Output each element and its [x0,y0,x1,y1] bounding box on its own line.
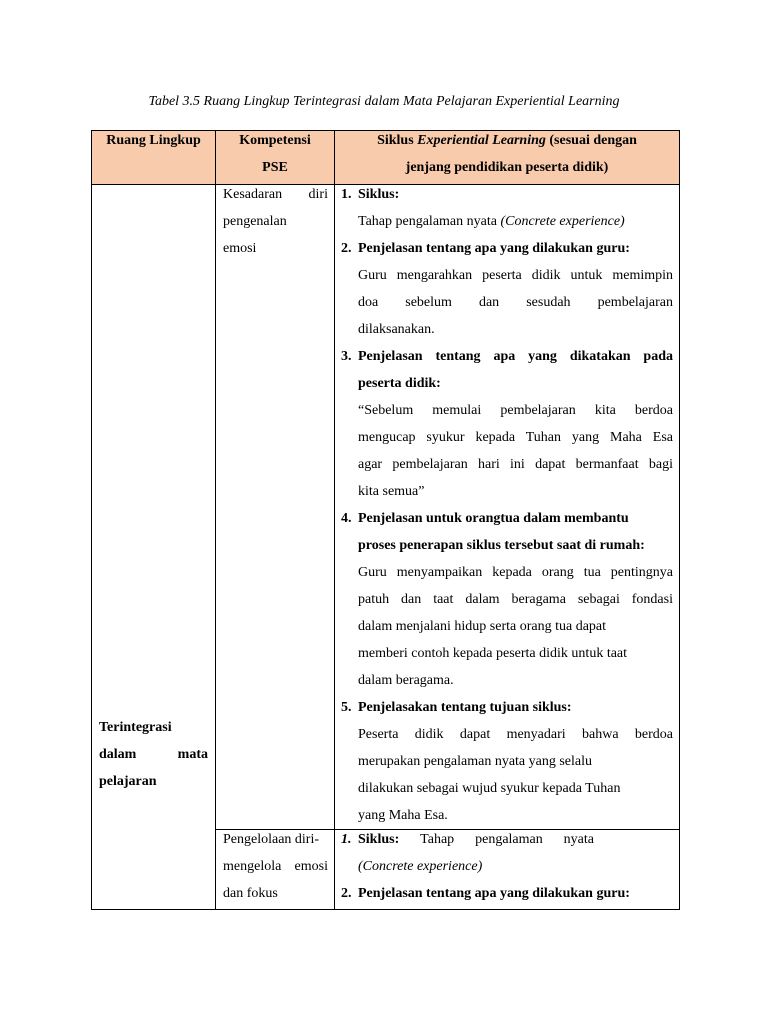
cell-ruang-lingkup [92,185,216,910]
list-item: 3. Penjelasan tentang apa yang dikatakan pada peserta didik: “Sebelum memulai pembelajaran kita berdoa mengucap syukur kepada Tuhan yang Maha Esa agar pembelajaran hari ini dapat bermanfaat bagi kita semua” [341,349,673,499]
list-item: 1. Siklus: Tahap pengalaman nyata (Concrete experience) [341,187,625,229]
list-item: 2. Penjelasan tentang apa yang dilakukan guru: [341,886,630,901]
cell-siklus-2 [335,830,680,910]
list-item: 2. Penjelasan tentang apa yang dilakukan guru: Guru mengarahkan peserta didik untuk memimpin doa sebelum dan sesudah pembelajaran dilaksanakan. [341,241,673,337]
header-siklus: Siklus Experiential Learning (sesuai dengan jenjang pendidikan peserta didik) [335,131,680,185]
cell-siklus-1 [335,185,680,830]
table-caption: Tabel 3.5 Ruang Lingkup Terintegrasi dalam Mata Pelajaran Experiential Learning [148,94,620,109]
header-ruang-lingkup: Ruang Lingkup [92,131,216,185]
table-header-row [92,131,680,185]
list-item: 5. Penjelasakan tentang tujuan siklus: Peserta didik dapat menyadari bahwa berdoa merupakan pengalaman nyata yang selalu dilakukan sebagai wujud syukur kepada Tuhan yang Maha Esa. [341,700,673,823]
list-item: 1. Siklus: Tahap pengalaman nyata (Concrete experience) [341,832,594,874]
cell-kompetensi-1: Kesadaran diri pengenalan emosi [216,185,335,830]
header-kompetensi: Kompetensi PSE [216,131,335,185]
scope-table [91,130,680,910]
cell-kompetensi-2: Pengelolaan diri- mengelola emosi dan fokus [216,830,335,910]
table-row [92,185,680,830]
list-item: 4. Penjelasan untuk orangtua dalam membantu proses penerapan siklus tersebut saat di rumah: Guru menyampaikan kepada orang tua pentingnya patuh dan taat dalam beragama sebagai fondasi dalam menjalani hidup serta orang tua dapat memberi contoh kepada peserta didik untuk taat dalam beragama. [341,511,673,688]
ruang-lingkup-text: Terintegrasi dalam mata pelajaran [99,720,208,789]
